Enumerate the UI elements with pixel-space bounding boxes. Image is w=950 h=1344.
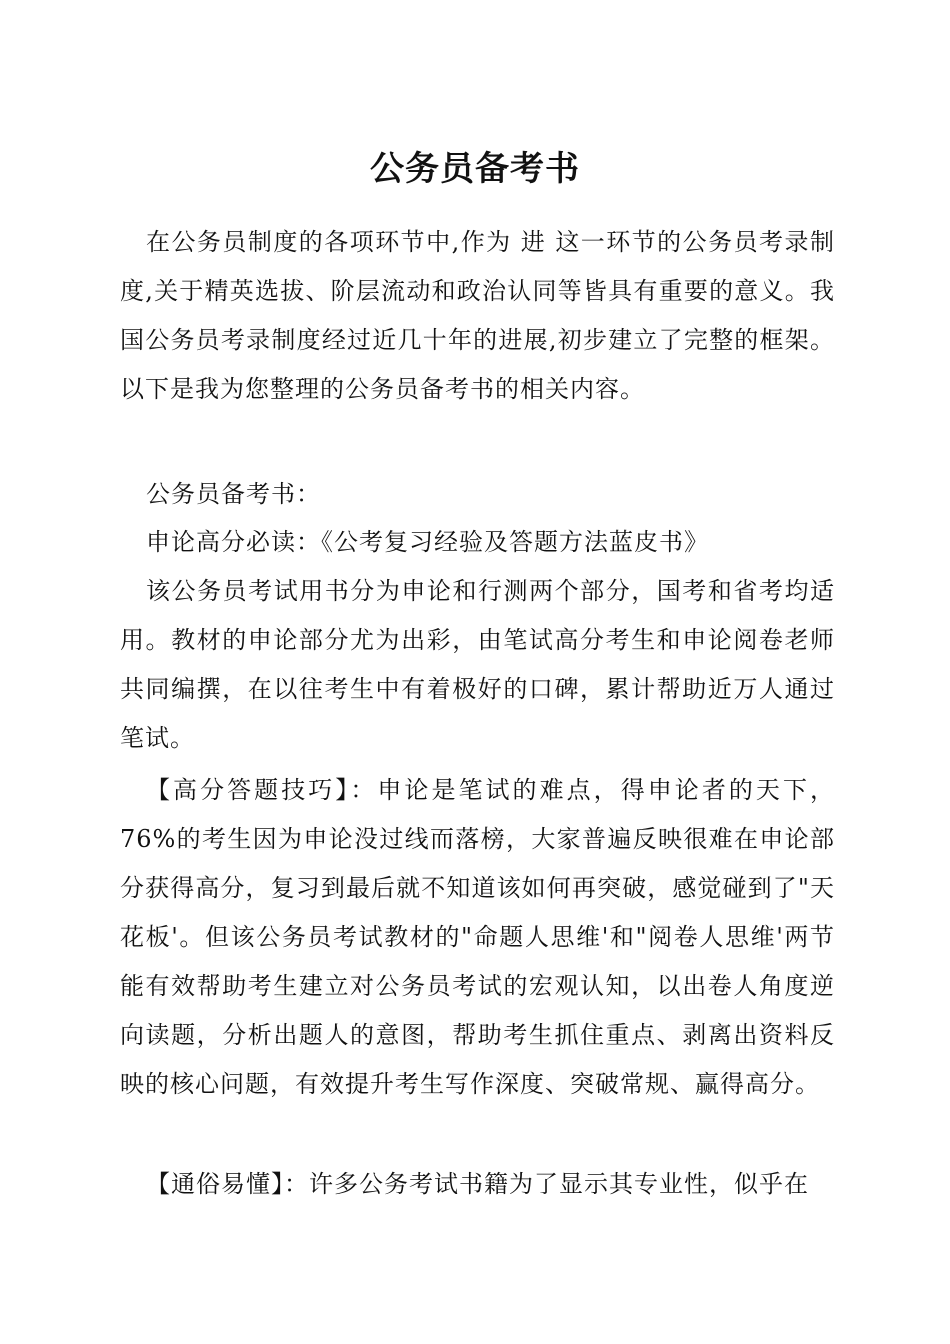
- book-description-paragraph: 该公务员考试用书分为申论和行测两个部分，国考和省考均适用。教材的申论部分尤为出彩，由笔试高分考生和申论阅卷老师共同编撰，在以往考生中有着极好的口碑，累计帮助近万人通过笔试。: [120, 577, 835, 752]
- recommended-book-line: 申论高分必读：《公考复习经验及答题方法蓝皮书》: [146, 528, 709, 556]
- section-label: 公务员备考书：: [146, 480, 321, 508]
- easy-paragraph: 【通俗易懂】：许多公务考试书籍为了显示其专业性，似乎在: [146, 1170, 809, 1198]
- intro-paragraph: 在公务员制度的各项环节中,作为 进 这一环节的公务员考录制度,关于精英选拔、阶层流动和政治认同等皆具有重要的意义。我国公务员考录制度经过近几十年的进展,初步建立了完整的框架。以下是我为您整理的公务员备考书的相关内容。: [120, 228, 835, 403]
- tips-paragraph: 【高分答题技巧】：申论是笔试的难点，得申论者的天下，76%的考生因为申论没过线而落榜，大家普遍反映很难在申论部分获得高分，复习到最后就不知道该如何再突破，感觉碰到了"天花板'。但该公务员考试教材的"命题人思维'和"阅卷人思维'两节能有效帮助考生建立对公务员考试的宏观认知，以出卷人角度逆向读题，分析出题人的意图，帮助考生抓住重点、剥离出资料反映的核心问题，有效提升考生写作深度、突破常规、赢得高分。: [120, 776, 835, 1098]
- page-title: 公务员备考书: [370, 149, 580, 189]
